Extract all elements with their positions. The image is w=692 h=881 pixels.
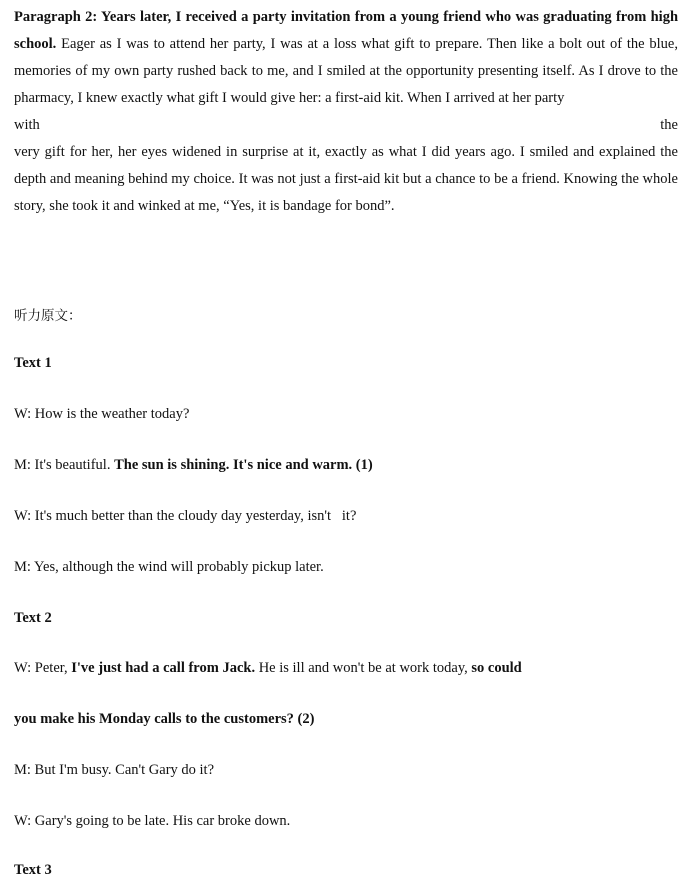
transcript-heading: 听力原文： [14, 308, 82, 324]
paragraph-text-a: Eager as I was to attend her party, I was at a loss what gift to prepare. Then like a bolt out of the blue, memories of my own party rushed back to me, and I smiled at the opportunity presenting itself. As I drove to the pharmacy, I knew exactly what gift I would give her: a first-aid kit. When I arrived at her party [14, 36, 678, 106]
text-2-line-3: M: But I'm busy. Can't Gary do it? [14, 762, 215, 778]
text-1-line-3: W: It's much better than the cloudy day yesterday, isn't it? [14, 508, 357, 524]
text-1-line-2: M: It's beautiful. The sun is shining. It's nice and warm. (1) [14, 457, 373, 473]
paragraph-break-line: with the [14, 117, 678, 133]
text-2-title: Text 2 [14, 610, 52, 626]
text-1-line-1: W: How is the weather today? [14, 406, 190, 422]
text-1-title: Text 1 [14, 355, 52, 371]
paragraph-text-b: very gift for her, her eyes widened in surprise at it, exactly as what I did years ago. I smiled and explained the depth and meaning behind my choice. It was not just a first-aid kit but a chance to be a friend. Knowing the whole story, she took it and winked at me, “Yes, it is bandage for bond”. [14, 144, 678, 214]
paragraph-2 [14, 4, 678, 220]
text-3-title: Text 3 [14, 862, 52, 878]
paragraph-bold-lead: Years later, I received a party invitation from a young friend who was graduating from high school. [14, 9, 679, 52]
text-2-line-4: W: Gary's going to be late. His car broke down. [14, 813, 291, 829]
text-1-line-4: M: Yes, although the wind will probably pickup later. [14, 559, 324, 575]
text-2-line-1: W: Peter, I've just had a call from Jack. He is ill and won't be at work today, so could [14, 660, 522, 676]
text-2-line-2: you make his Monday calls to the customers? (2) [14, 711, 315, 727]
paragraph-label: Paragraph 2: [14, 9, 98, 25]
